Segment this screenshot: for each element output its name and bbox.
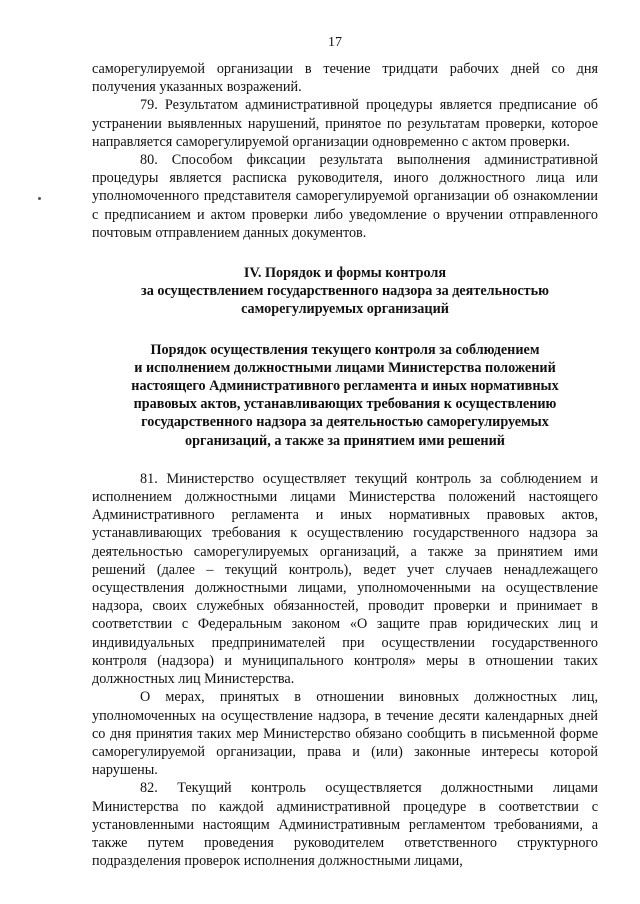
subsection-heading-line: организаций, а также за принятием ими решений bbox=[185, 432, 505, 449]
page-number: 17 bbox=[328, 35, 342, 50]
paragraph-continuation: саморегулируемой организации в течение тридцати рабочих дней со дня получения указанных возражений. bbox=[92, 61, 598, 96]
paragraphs-after bbox=[92, 470, 598, 870]
subsection-heading-line: и исполнением должностными лицами Министерства положений bbox=[134, 359, 556, 376]
section-heading bbox=[92, 264, 598, 319]
paragraph-measures: О мерах, принятых в отношении виновных должностных лиц, уполномоченных на осуществление надзора, в течение десяти календарных дней со дня принятия таких мер Министерство обязано сообщить в письменной форме саморегулируемой организации, права и (или) законные интересы которой нарушены. bbox=[92, 689, 598, 779]
paragraph-82: 82. Текущий контроль осуществляется должностными лицами Министерства по каждой административной процедуре в соответствии с установленными настоящим Административным регламентом требованиями, а также путем проведения руководителем ответственного структурного подразделения проверок исполнения должностными лицами, bbox=[92, 780, 598, 870]
paragraph-79: 79. Результатом административной процедуры является предписание об устранении выявленных нарушений, принятое по результатам проверки, которое направляется саморегулируемой организации одновременно с актом проверки. bbox=[92, 97, 598, 150]
subsection-heading-line: настоящего Административного регламента и иных нормативных bbox=[131, 378, 559, 395]
scan-speck bbox=[38, 197, 41, 200]
paragraph-81: 81. Министерство осуществляет текущий контроль за соблюдением и исполнением должностными лицами Министерства положений настоящего Административного регламента и иных нормативных правовых актов, устанавливающих требования к осуществлению государственного надзора за деятельностью саморегулируемых организаций, а также за принятием ими решений (далее – текущий контроль), ведет учет случаев ненадлежащего осуществления должностными лицами, уполномоченными на осуществление надзора, своих служебных обязанностей, проводит проверки и принимает в соответствии с Федеральным законом «О защите прав юридических лиц и индивидуальных предпринимателей при осуществлении государственного контроля (надзора) и муниципального контроля» меры в отношении таких должностных лиц Министерства. bbox=[92, 470, 598, 688]
paragraph-80: 80. Способом фиксации результата выполнения административной процедуры является расписка руководителя, иного должностного лица или уполномоченного представителя саморегулируемой организации об ознакомлении с предписанием и актом проверки либо уведомление о вручении отправленного почтовым отправлением данных документов. bbox=[92, 152, 598, 241]
section-heading-line: за осуществлением государственного надзора за деятельностью bbox=[141, 283, 549, 300]
subsection-heading-line: государственного надзора за деятельностью саморегулируемых bbox=[141, 414, 549, 431]
subsection-heading bbox=[92, 341, 598, 450]
section-heading-line: саморегулируемых организаций bbox=[241, 301, 449, 318]
paragraphs-before bbox=[92, 60, 598, 242]
section-heading-line: IV. Порядок и формы контроля bbox=[243, 265, 447, 282]
subsection-heading-line: правовых актов, устанавливающих требования к осуществлению bbox=[133, 396, 557, 413]
subsection-heading-line: Порядок осуществления текущего контроля за соблюдением bbox=[150, 341, 540, 358]
